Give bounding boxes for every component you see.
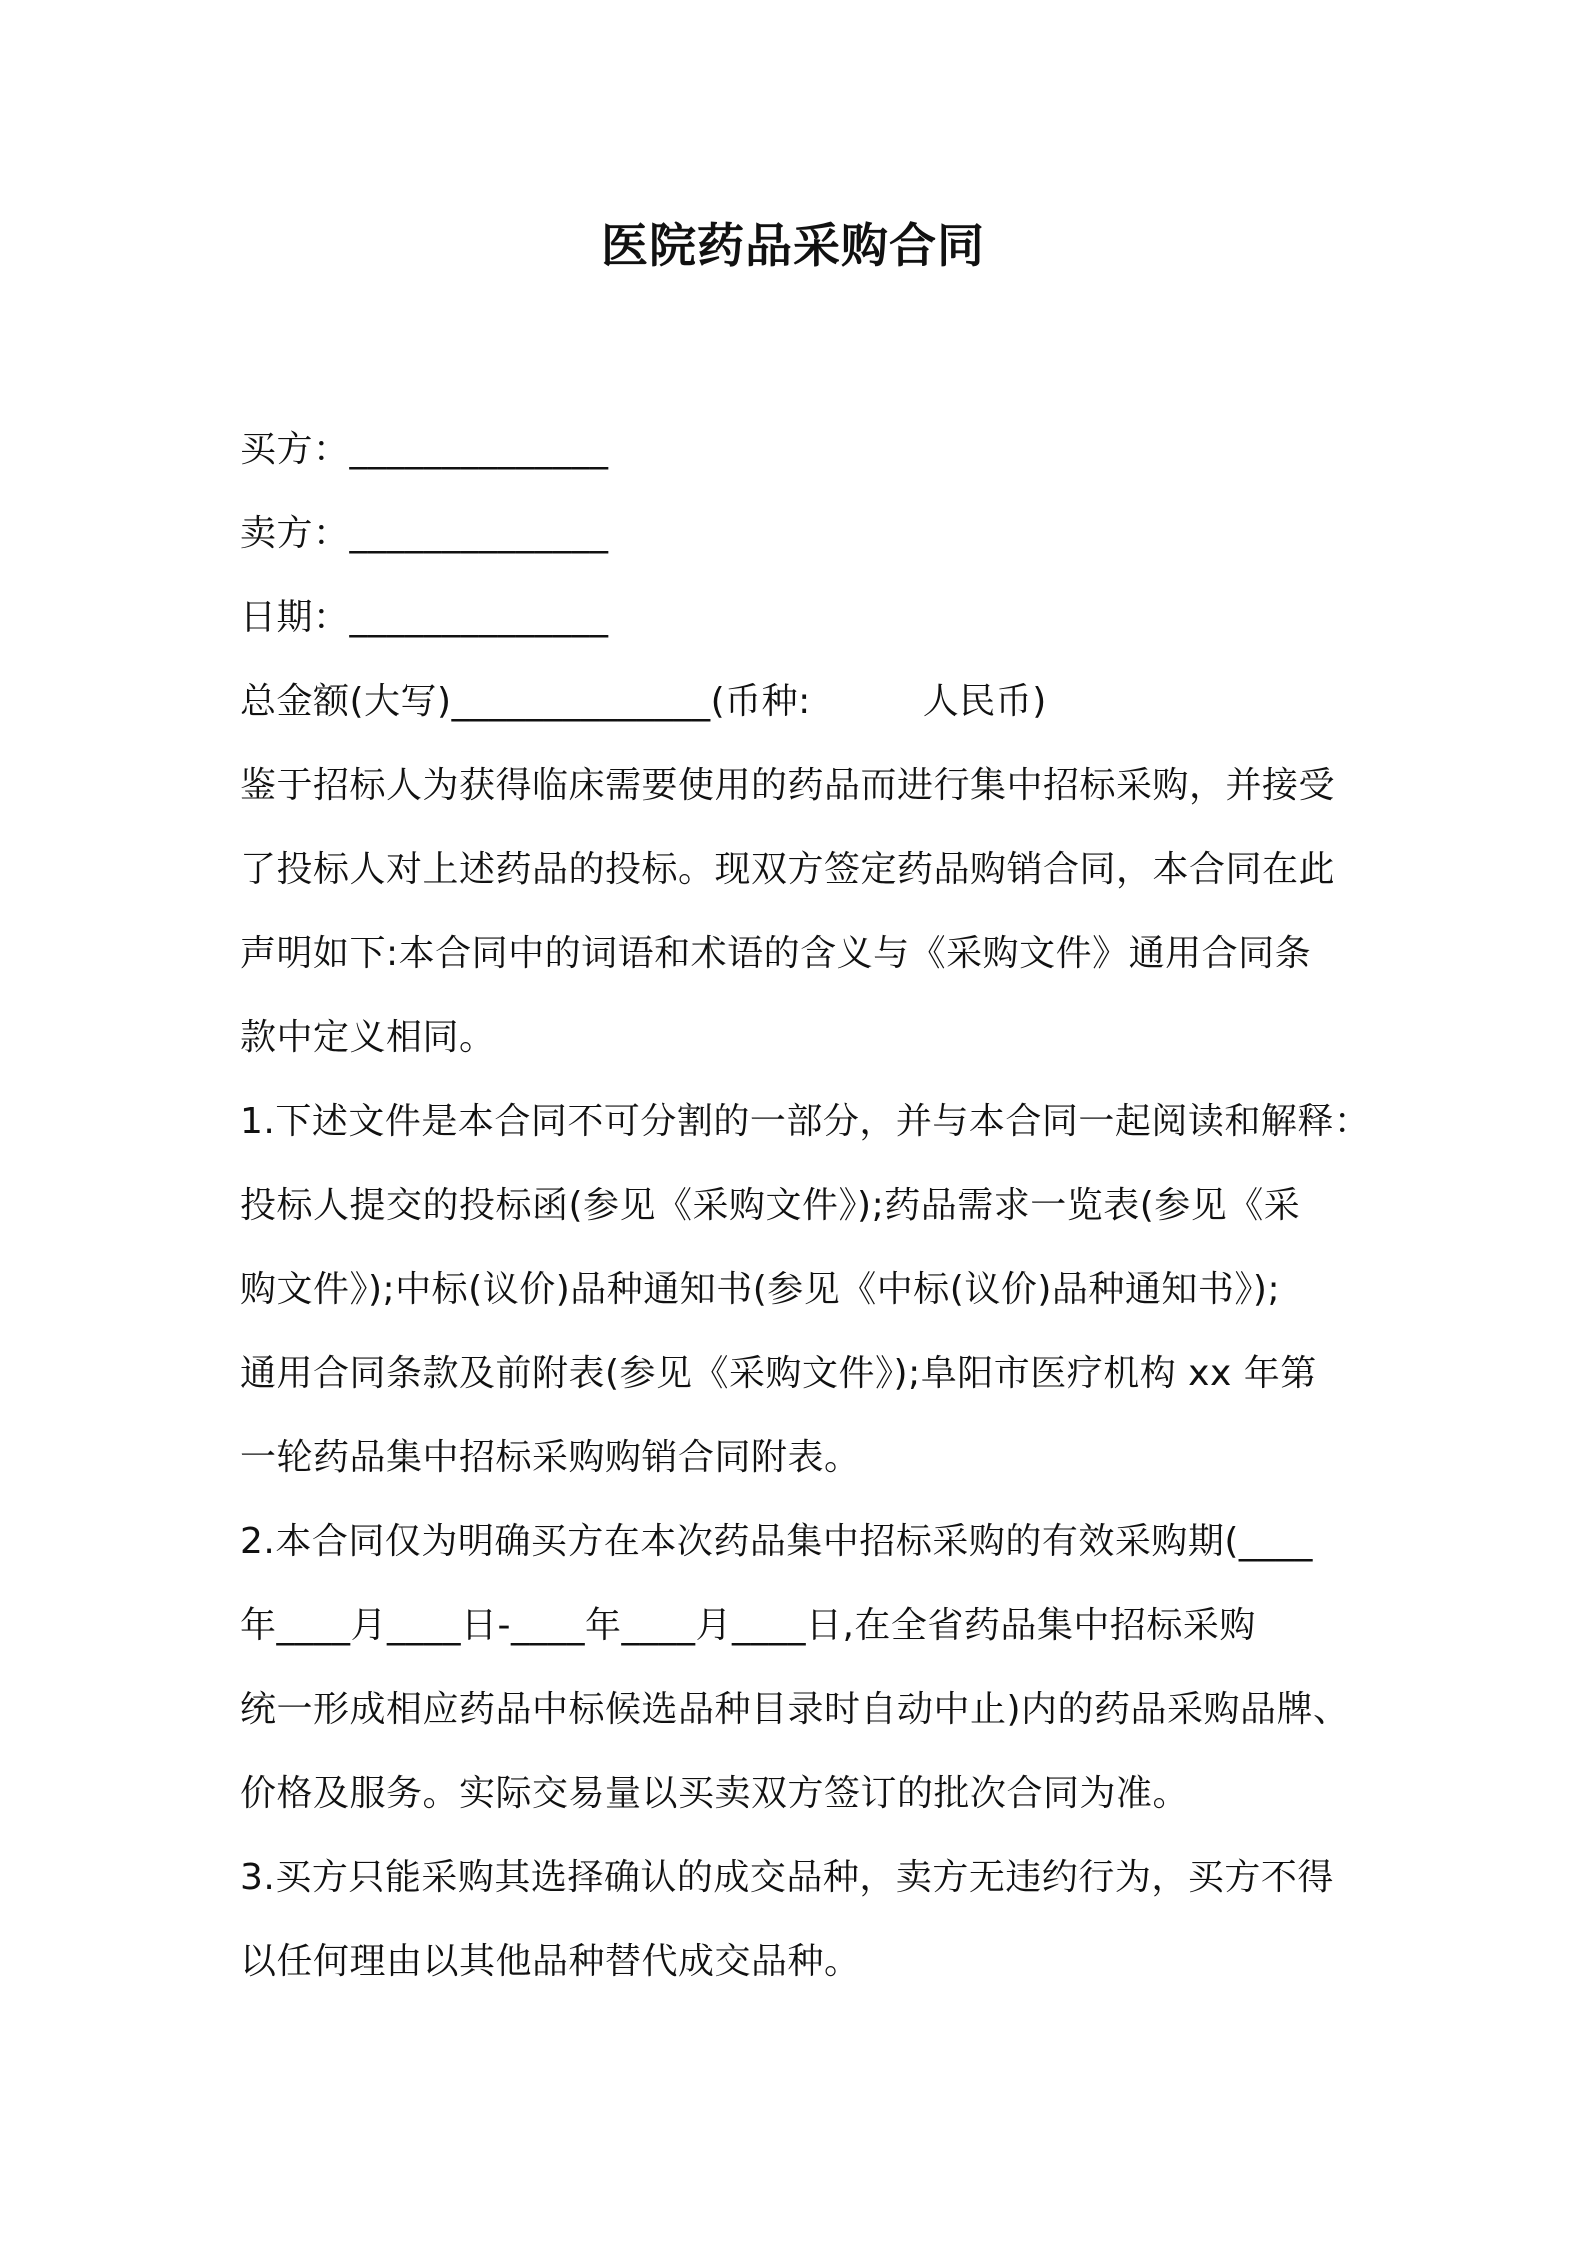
clause-1-line: 一轮药品集中招标采购购销合同附表。: [240, 1437, 861, 1478]
clause-2-line: 价格及服务。实际交易量以买卖双方签订的批次合同为准。: [240, 1773, 1190, 1814]
buyer-line: 买方：______________: [240, 429, 609, 470]
document-title: 医院药品采购合同: [601, 219, 985, 274]
currency-value: 人民币): [922, 681, 1047, 722]
clause-2-line: 年____月____日-____年____月____日,在全省药品集中招标采购: [240, 1605, 1256, 1646]
date-line: 日期：______________: [240, 597, 609, 638]
clause-1-line: 购文件》);中标(议价)品种通知书(参见《中标(议价)品种通知书》);: [240, 1269, 1281, 1310]
document-body: [240, 408, 1370, 2004]
paragraph-line: 款中定义相同。: [240, 1017, 496, 1058]
clause-1-line: 1.下述文件是本合同不可分割的一部分，并与本合同一起阅读和解释：: [240, 1101, 1371, 1142]
clause-3-line: 以任何理由以其他品种替代成交品种。: [240, 1941, 861, 1982]
paragraph-line: 鉴于招标人为获得临床需要使用的药品而进行集中招标采购，并接受: [240, 765, 1336, 806]
clause-1-line: 投标人提交的投标函(参见《采购文件》);药品需求一览表(参见《采: [240, 1185, 1301, 1226]
clause-2-line: 统一形成相应药品中标候选品种目录时自动中止)内的药品采购品牌、: [240, 1689, 1350, 1730]
clause-3-line: 3.买方只能采购其选择确认的成交品种，卖方无违约行为，买方不得: [240, 1857, 1334, 1898]
clause-2-line: 2.本合同仅为明确买方在本次药品集中招标采购的有效采购期(____: [240, 1521, 1313, 1562]
seller-line: 卖方：______________: [240, 513, 609, 554]
clause-1-line: 通用合同条款及前附表(参见《采购文件》);阜阳市医疗机构 xx 年第: [240, 1353, 1317, 1394]
total-amount-line: [240, 660, 1370, 744]
paragraph-line: 了投标人对上述药品的投标。现双方签定药品购销合同，本合同在此: [240, 849, 1336, 890]
paragraph-line: 声明如下:本合同中的词语和术语的含义与《采购文件》通用合同条: [240, 933, 1312, 974]
total-amount-label: 总金额(大写)______________(币种:: [240, 681, 811, 722]
